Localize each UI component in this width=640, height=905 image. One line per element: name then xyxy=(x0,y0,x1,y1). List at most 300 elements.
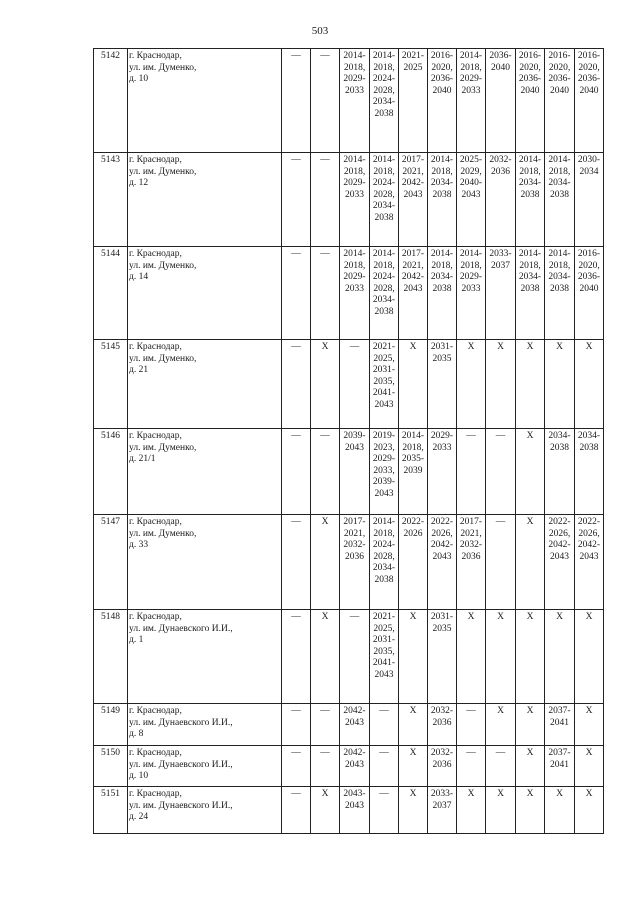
period-line: 2043 xyxy=(345,442,364,453)
row-number-cell: 5144 xyxy=(94,247,128,340)
period-cell xyxy=(340,610,370,704)
period-line: 2040 xyxy=(579,283,599,294)
period-cell xyxy=(486,704,516,746)
table-row xyxy=(94,787,604,834)
period-cell xyxy=(545,340,575,429)
period-line: 2034- xyxy=(372,563,396,573)
period-line: 2018, xyxy=(460,260,482,271)
period-line: X xyxy=(526,342,534,352)
period-line: 2018, xyxy=(431,166,453,177)
period-line: 2029- xyxy=(459,272,483,282)
address-line: г. Краснодар, xyxy=(129,51,182,61)
address-line: д. 14 xyxy=(129,272,149,282)
period-cell xyxy=(486,247,516,340)
address-line: ул. им. Думенко, xyxy=(129,442,197,453)
period-line: 2034- xyxy=(577,431,601,441)
period-cell xyxy=(457,610,486,704)
address-line: г. Краснодар, xyxy=(129,517,182,527)
period-line: 2032- xyxy=(430,748,454,758)
period-line: 2026 xyxy=(403,528,423,539)
period-line: X xyxy=(526,517,534,527)
period-cell xyxy=(311,746,340,787)
period-line: X xyxy=(585,789,593,799)
period-line: 2021, xyxy=(402,166,424,177)
period-line: 2037 xyxy=(432,800,452,811)
period-line: 2038 xyxy=(374,108,394,119)
period-line: 2035, xyxy=(373,376,395,387)
period-line: 2018, xyxy=(548,166,571,177)
period-line: 2022- xyxy=(577,517,601,527)
period-line: 2034- xyxy=(372,295,396,305)
period-line: — xyxy=(291,342,301,352)
period-line: 2038 xyxy=(520,189,540,200)
address-line: г. Краснодар, xyxy=(129,249,182,259)
period-line: 2021, xyxy=(460,528,482,539)
address-cell xyxy=(128,429,282,515)
period-line: 2034- xyxy=(430,272,454,282)
period-cell xyxy=(340,340,370,429)
period-line: 2043 xyxy=(374,669,394,680)
period-line: 2025 xyxy=(403,62,423,73)
period-cell xyxy=(282,340,311,429)
period-line: X xyxy=(526,789,534,799)
page-number: 503 xyxy=(311,25,329,37)
period-line: 2036 xyxy=(461,551,481,562)
period-line: 2016- xyxy=(577,51,601,61)
period-line: — xyxy=(466,431,476,441)
period-line: — xyxy=(320,155,330,165)
period-line: — xyxy=(291,612,301,622)
period-line: 2024- xyxy=(372,272,396,282)
period-cell xyxy=(428,340,457,429)
period-cell xyxy=(282,787,311,834)
period-line: 2041 xyxy=(550,759,569,770)
period-line: 2029- xyxy=(343,74,366,84)
period-cell xyxy=(370,429,399,515)
period-line: 2020, xyxy=(548,62,571,73)
address-line: д. 8 xyxy=(129,729,144,739)
period-line: 2025- xyxy=(459,155,483,165)
period-line: X xyxy=(467,342,475,352)
period-line: 2038 xyxy=(550,189,569,200)
period-line: 2016- xyxy=(548,51,571,61)
period-line: 2016- xyxy=(430,51,454,61)
period-line: 2018, xyxy=(460,62,482,73)
period-cell xyxy=(545,429,575,515)
period-line: 2018, xyxy=(548,260,571,271)
period-cell xyxy=(428,49,457,153)
period-line: 2014- xyxy=(343,249,366,259)
period-line: 2017- xyxy=(343,517,366,527)
period-cell xyxy=(486,746,516,787)
period-line: 2040- xyxy=(459,178,483,188)
period-line: 2014- xyxy=(372,155,396,165)
period-line: 2035 xyxy=(432,353,452,364)
period-line: 2043- xyxy=(343,789,366,799)
period-cell xyxy=(399,340,428,429)
period-line: 2033, xyxy=(373,465,395,476)
address-line: д. 33 xyxy=(129,540,149,550)
period-line: 2038 xyxy=(432,189,452,200)
period-line: 2042- xyxy=(548,540,571,550)
period-line: 2042- xyxy=(343,748,366,758)
address-line: г. Краснодар, xyxy=(129,342,182,352)
period-line: 2014- xyxy=(518,249,542,259)
period-cell xyxy=(340,515,370,610)
period-line: 2029, xyxy=(460,166,482,177)
period-line: 2014- xyxy=(430,249,454,259)
period-line: 2034- xyxy=(518,272,542,282)
period-line: 2038 xyxy=(374,306,394,317)
period-cell xyxy=(428,787,457,834)
period-line: 2021, xyxy=(402,260,424,271)
period-cell xyxy=(545,515,575,610)
address-line: ул. им. Дунаевского И.И., xyxy=(129,800,233,811)
period-line: 2031- xyxy=(430,612,454,622)
period-line: 2043 xyxy=(345,717,364,728)
period-cell xyxy=(311,49,340,153)
period-line: 2018, xyxy=(431,260,453,271)
period-line: 2020, xyxy=(578,62,600,73)
period-line: — xyxy=(291,155,301,165)
period-cell xyxy=(399,247,428,340)
period-cell xyxy=(311,704,340,746)
period-cell xyxy=(486,515,516,610)
period-line: X xyxy=(526,431,534,441)
period-line: 2030- xyxy=(577,155,601,165)
address-line: д. 1 xyxy=(129,635,144,645)
address-line: ул. им. Дунаевского И.И., xyxy=(129,717,233,728)
period-line: 2034 xyxy=(579,166,599,177)
period-cell xyxy=(311,787,340,834)
period-line: 2026, xyxy=(548,528,571,539)
period-line: — xyxy=(291,51,301,61)
period-cell xyxy=(340,153,370,247)
period-line: 2018, xyxy=(373,62,395,73)
period-line: 2023, xyxy=(373,442,395,453)
row-number-cell: 5146 xyxy=(94,429,128,515)
period-line: 2014- xyxy=(372,249,396,259)
period-line: 2026, xyxy=(431,528,453,539)
period-cell xyxy=(340,787,370,834)
period-cell xyxy=(516,153,545,247)
period-cell xyxy=(340,429,370,515)
period-line: 2014- xyxy=(548,155,571,165)
period-line: 2038 xyxy=(550,442,569,453)
period-cell xyxy=(486,340,516,429)
period-cell xyxy=(340,704,370,746)
period-line: 2033 xyxy=(345,283,364,294)
period-line: 2036- xyxy=(430,74,454,84)
period-cell xyxy=(486,610,516,704)
period-cell xyxy=(545,704,575,746)
period-line: X xyxy=(556,342,563,352)
address-cell xyxy=(128,746,282,787)
period-line: 2035, xyxy=(373,646,395,657)
period-line: 2014- xyxy=(343,51,366,61)
address-line: д. 10 xyxy=(129,771,149,781)
period-cell xyxy=(282,153,311,247)
period-line: 2018, xyxy=(343,260,366,271)
period-cell xyxy=(575,49,604,153)
period-cell xyxy=(370,746,399,787)
period-cell xyxy=(516,610,545,704)
period-line: 2043 xyxy=(374,399,394,410)
period-line: 2028, xyxy=(373,283,395,294)
period-line: 2042- xyxy=(577,540,601,550)
period-line: X xyxy=(321,342,329,352)
period-line: X xyxy=(585,748,593,758)
period-line: 2021, xyxy=(343,528,366,539)
period-line: 2025, xyxy=(373,623,395,634)
period-line: 2029- xyxy=(459,74,483,84)
address-cell xyxy=(128,340,282,429)
period-line: — xyxy=(320,249,330,259)
period-cell xyxy=(575,340,604,429)
period-cell xyxy=(428,704,457,746)
period-cell xyxy=(282,746,311,787)
table-row xyxy=(94,515,604,610)
period-line: 2021- xyxy=(372,342,396,352)
period-line: X xyxy=(556,612,563,622)
row-number-cell: 5147 xyxy=(94,515,128,610)
period-line: 2038 xyxy=(374,212,394,223)
period-cell xyxy=(575,247,604,340)
period-line: 2034- xyxy=(548,272,571,282)
period-line: 2024- xyxy=(372,74,396,84)
table-row xyxy=(94,340,604,429)
period-cell xyxy=(545,247,575,340)
period-line: 2038 xyxy=(579,442,599,453)
period-cell xyxy=(399,746,428,787)
period-line: 2031- xyxy=(372,365,396,375)
period-line: 2034- xyxy=(518,178,542,188)
period-cell xyxy=(282,515,311,610)
address-line: г. Краснодар, xyxy=(129,706,182,716)
period-line: 2014- xyxy=(548,249,571,259)
row-number-cell: 5151 xyxy=(94,787,128,834)
period-cell xyxy=(282,49,311,153)
address-line: г. Краснодар, xyxy=(129,612,182,622)
period-line: 2034- xyxy=(372,201,396,211)
period-cell xyxy=(486,153,516,247)
address-line: ул. им. Думенко, xyxy=(129,62,197,73)
period-cell xyxy=(428,153,457,247)
period-cell xyxy=(545,610,575,704)
period-cell xyxy=(370,610,399,704)
period-cell xyxy=(399,49,428,153)
period-line: 2043 xyxy=(432,551,452,562)
period-line: 2031- xyxy=(372,635,396,645)
period-line: 2017- xyxy=(459,517,483,527)
period-line: — xyxy=(379,789,389,799)
row-number-cell: 5148 xyxy=(94,610,128,704)
period-line: 2042- xyxy=(430,540,454,550)
period-line: 2042- xyxy=(343,706,366,716)
period-cell xyxy=(516,515,545,610)
period-cell xyxy=(399,153,428,247)
period-line: — xyxy=(291,706,301,716)
period-line: 2014- xyxy=(401,431,425,441)
period-line: 2026, xyxy=(578,528,600,539)
period-line: 2033- xyxy=(489,249,512,259)
period-cell xyxy=(282,429,311,515)
period-line: 2018, xyxy=(373,260,395,271)
period-cell xyxy=(575,746,604,787)
period-line: 2022- xyxy=(548,517,571,527)
address-line: д. 10 xyxy=(129,74,149,84)
address-cell xyxy=(128,787,282,834)
period-line: X xyxy=(467,789,475,799)
address-line: ул. им. Дунаевского И.И., xyxy=(129,759,233,770)
table-row xyxy=(94,429,604,515)
period-line: — xyxy=(349,612,360,622)
period-line: 2032- xyxy=(430,706,454,716)
period-cell xyxy=(370,247,399,340)
period-cell xyxy=(516,704,545,746)
period-line: 2035 xyxy=(432,623,452,634)
period-line: X xyxy=(409,789,417,799)
address-line: г. Краснодар, xyxy=(129,431,182,441)
period-line: 2033 xyxy=(345,85,364,96)
period-cell xyxy=(545,153,575,247)
table-body xyxy=(94,49,604,834)
period-line: 2019- xyxy=(372,431,396,441)
address-line: ул. им. Дунаевского И.И., xyxy=(129,623,233,634)
period-line: — xyxy=(466,706,476,716)
period-line: 2039 xyxy=(403,465,423,476)
period-line: 2043 xyxy=(403,283,423,294)
period-cell xyxy=(575,610,604,704)
address-line: д. 21/1 xyxy=(129,454,156,464)
period-line: 2014- xyxy=(372,51,396,61)
period-line: — xyxy=(379,706,389,716)
period-line: X xyxy=(497,789,504,799)
row-number-cell: 5142 xyxy=(94,49,128,153)
period-line: — xyxy=(320,51,330,61)
period-cell xyxy=(457,340,486,429)
period-cell xyxy=(370,787,399,834)
period-line: 2043 xyxy=(579,551,599,562)
period-line: X xyxy=(321,789,329,799)
period-cell xyxy=(457,247,486,340)
period-line: 2028, xyxy=(373,189,395,200)
table-row xyxy=(94,247,604,340)
address-line: д. 12 xyxy=(129,178,149,188)
period-line: 2014- xyxy=(372,517,396,527)
address-line: д. 24 xyxy=(129,812,149,822)
period-line: X xyxy=(526,748,534,758)
period-line: 2032- xyxy=(459,540,483,550)
period-line: 2032- xyxy=(489,155,512,165)
period-cell xyxy=(370,515,399,610)
period-cell xyxy=(340,49,370,153)
period-line: 2016- xyxy=(518,51,542,61)
period-line: 2040 xyxy=(491,62,510,73)
table-row xyxy=(94,49,604,153)
period-cell xyxy=(282,247,311,340)
period-line: — xyxy=(320,706,330,716)
period-line: 2029- xyxy=(372,454,396,464)
period-cell xyxy=(545,746,575,787)
row-number-cell: 5149 xyxy=(94,704,128,746)
table-row xyxy=(94,704,604,746)
period-line: — xyxy=(291,789,301,799)
row-number-cell: 5143 xyxy=(94,153,128,247)
period-line: 2029- xyxy=(430,431,454,441)
period-line: 2037- xyxy=(548,706,571,716)
period-line: — xyxy=(291,431,301,441)
period-line: X xyxy=(497,612,504,622)
period-line: X xyxy=(585,342,593,352)
period-cell xyxy=(428,610,457,704)
period-cell xyxy=(457,746,486,787)
period-cell xyxy=(457,429,486,515)
period-line: 2017- xyxy=(401,249,425,259)
period-line: — xyxy=(379,748,389,758)
period-line: 2018, xyxy=(519,166,541,177)
address-line: д. 21 xyxy=(129,365,149,375)
period-line: 2014- xyxy=(343,155,366,165)
period-line: 2043 xyxy=(345,759,364,770)
period-cell xyxy=(516,340,545,429)
period-cell xyxy=(457,49,486,153)
table-row xyxy=(94,610,604,704)
period-cell xyxy=(516,247,545,340)
period-line: 2043 xyxy=(345,800,364,811)
period-line: 2033 xyxy=(461,283,481,294)
period-line: X xyxy=(409,706,417,716)
period-line: 2035- xyxy=(401,454,425,464)
period-cell xyxy=(575,787,604,834)
period-line: 2034- xyxy=(372,97,396,107)
address-line: ул. им. Думенко, xyxy=(129,528,197,539)
period-line: 2020, xyxy=(431,62,453,73)
period-line: X xyxy=(526,612,534,622)
period-line: X xyxy=(497,706,504,716)
period-line: 2025, xyxy=(373,353,395,364)
address-cell xyxy=(128,153,282,247)
period-line: 2036- xyxy=(577,272,601,282)
period-line: — xyxy=(291,249,301,259)
period-line: 2038 xyxy=(550,283,569,294)
period-cell xyxy=(311,247,340,340)
period-line: 2036- xyxy=(577,74,601,84)
period-line: 2020, xyxy=(519,62,541,73)
address-cell xyxy=(128,515,282,610)
period-line: 2018, xyxy=(373,166,395,177)
period-line: — xyxy=(495,748,506,758)
period-line: 2036 xyxy=(345,551,364,562)
period-line: 2043 xyxy=(550,551,569,562)
period-cell xyxy=(370,153,399,247)
period-line: 2038 xyxy=(520,283,540,294)
period-line: 2017- xyxy=(401,155,425,165)
period-cell xyxy=(457,153,486,247)
address-line: ул. им. Думенко, xyxy=(129,166,197,177)
period-cell xyxy=(399,704,428,746)
period-line: 2038 xyxy=(374,574,394,585)
period-line: X xyxy=(321,612,329,622)
period-line: 2021- xyxy=(372,612,396,622)
period-cell xyxy=(516,49,545,153)
period-line: 2040 xyxy=(520,85,540,96)
period-line: — xyxy=(349,342,360,352)
period-line: 2033 xyxy=(345,189,364,200)
address-line: г. Краснодар, xyxy=(129,789,182,799)
period-cell xyxy=(311,515,340,610)
address-line: г. Краснодар, xyxy=(129,155,182,165)
